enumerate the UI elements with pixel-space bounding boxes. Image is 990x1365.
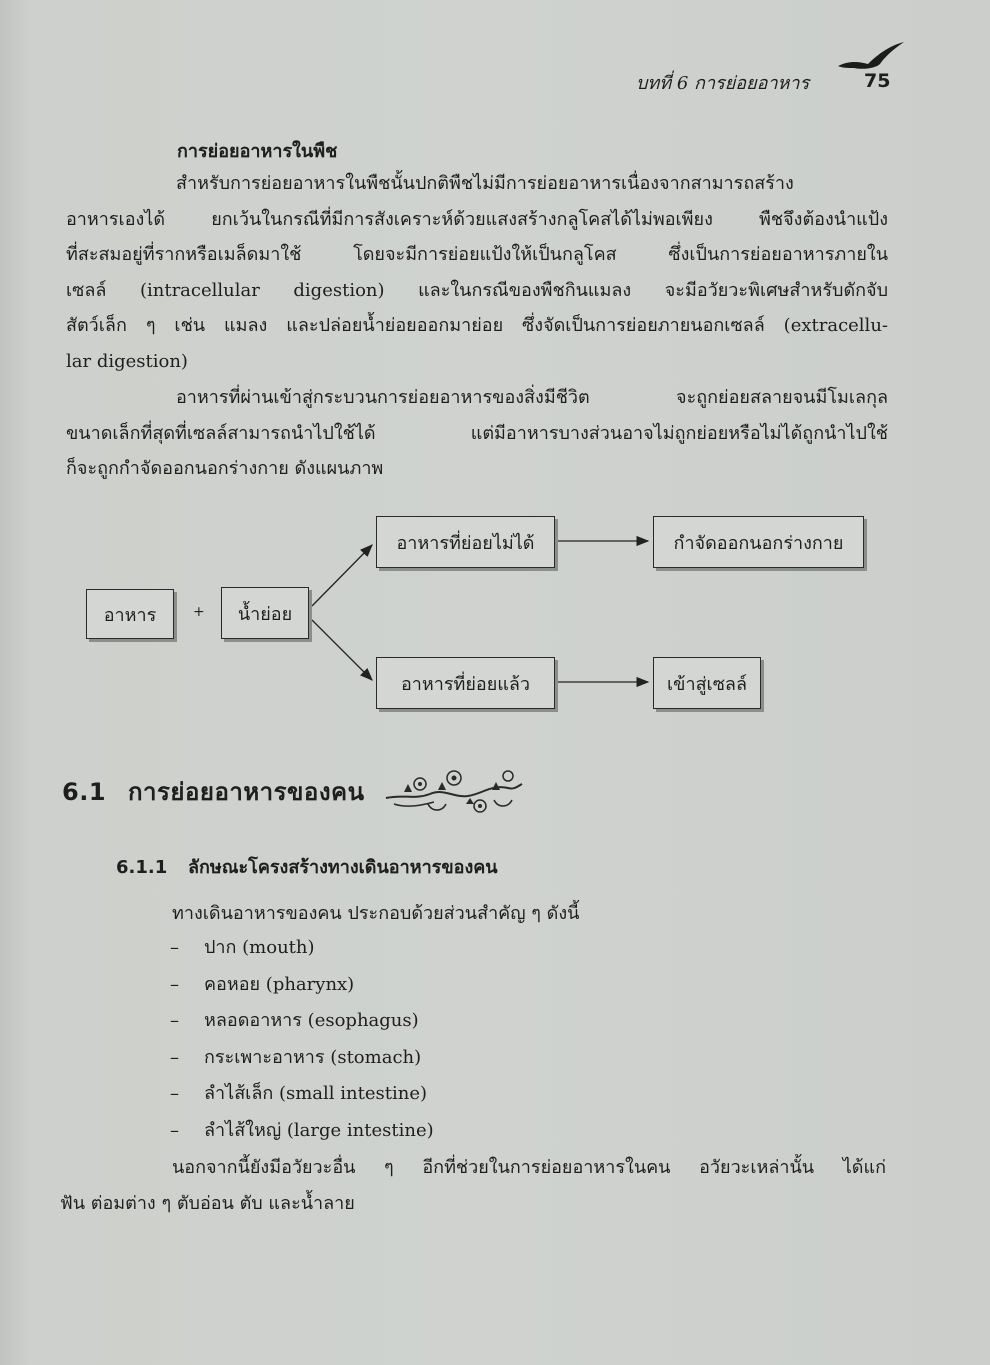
list-item-text: ลำไส้เล็ก (small intestine) — [204, 1083, 428, 1105]
text-line: ที่สะสมอยู่ที่รากหรือเมล็ดมาใช้ โดยจะมีการย่อยแป้งให้เป็นกลูโคส ซึ่งเป็นการย่อยอาหารภายใน — [66, 244, 888, 266]
arrow-to-digested — [312, 620, 372, 680]
list-item-text: ปาก (mouth) — [204, 937, 315, 958]
digestive-organ-list — [170, 932, 434, 1152]
plus-sign: + — [193, 604, 205, 620]
text-line: lar digestion) — [66, 350, 188, 372]
subsection-number: 6.1.1 — [116, 857, 168, 878]
box-excreted: กำจัดออกนอกร่างกาย — [653, 516, 864, 568]
section-number: 6.1 — [62, 778, 107, 806]
arrow-to-undigested — [312, 545, 372, 606]
floral-ornament-icon — [384, 764, 524, 816]
subsection-heading — [116, 852, 498, 881]
list-dash: – — [170, 1083, 179, 1105]
text-line: ขนาดเล็กที่สุดที่เซลล์สามารถนำไปใช้ได้ แต่มีอาหารบางส่วนอาจไม่ถูกย่อยหรือไม่ได้ถูกนำไปใช้ — [66, 422, 888, 444]
list-item-text: หลอดอาหาร (esophagus) — [204, 1010, 419, 1032]
text-line: ฟัน ต่อมต่าง ๆ ตับอ่อน ตับ และน้ำลาย — [60, 1193, 355, 1214]
list-dash: – — [170, 937, 179, 958]
list-dash: – — [170, 1119, 179, 1141]
running-title: บทที่ 6 การย่อยอาหาร — [636, 73, 810, 94]
text-line: เซลล์ (intracellular digestion) และในกรณีของพืชกินแมลง จะมีอวัยวะพิเศษสำหรับดักจับ — [66, 279, 888, 301]
text-line: นอกจากนี้ยังมีอวัยวะอื่น ๆ อีกที่ช่วยในการย่อยอาหารในคน อวัยวะเหล่านั้น ได้แก่ — [172, 1157, 886, 1178]
box-digested-food: อาหารที่ย่อยแล้ว — [376, 657, 555, 709]
box-food: อาหาร — [86, 589, 174, 639]
list-dash: – — [170, 1010, 179, 1032]
text-line: ก็จะถูกกำจัดออกนอกร่างกาย ดังแผนภาพ — [66, 458, 384, 480]
section-title: การย่อยอาหารของคน — [128, 778, 365, 806]
list-item — [170, 1078, 434, 1115]
list-item-text: ลำไส้ใหญ่ (large intestine) — [204, 1119, 434, 1141]
plant-digestion-heading: การย่อยอาหารในพืช — [177, 141, 338, 162]
page-number: 75 — [864, 70, 891, 92]
list-item — [170, 932, 434, 969]
list-item-text: กระเพาะอาหาร (stomach) — [204, 1046, 422, 1068]
box-undigested-food: อาหารที่ย่อยไม่ได้ — [376, 516, 555, 568]
text-line: สัตว์เล็ก ๆ เช่น แมลง และปล่อยน้ำย่อยออกมาย่อย ซึ่งจัดเป็นการย่อยภายนอกเซลล์ (extracellu- — [66, 315, 888, 337]
list-dash: – — [170, 973, 179, 995]
list-item — [170, 969, 434, 1006]
text-line: สำหรับการย่อยอาหารในพืชนั้นปกติพืชไม่มีการย่อยอาหารเนื่องจากสามารถสร้าง — [176, 173, 794, 194]
list-dash: – — [170, 1046, 179, 1068]
box-enzyme: น้ำย่อย — [221, 587, 309, 639]
subsection-title: ลักษณะโครงสร้างทางเดินอาหารของคน — [188, 857, 498, 878]
list-item — [170, 1115, 434, 1152]
list-item — [170, 1005, 434, 1042]
box-into-cell: เข้าสู่เซลล์ — [653, 657, 761, 709]
text-line: อาหารเองได้ ยกเว้นในกรณีที่มีการสังเคราะห์ด้วยแสงสร้างกลูโคสได้ไม่พอเพียง พืชจึงต้องนำแป้ง — [66, 208, 888, 230]
section-heading — [62, 772, 365, 811]
text-line: อาหารที่ผ่านเข้าสู่กระบวนการย่อยอาหารของสิ่งมีชีวิต จะถูกย่อยสลายจนมีโมเลกุล — [176, 387, 888, 408]
list-item — [170, 1042, 434, 1079]
list-item-text: คอหอย (pharynx) — [204, 973, 355, 995]
digestive-tract-intro: ทางเดินอาหารของคน ประกอบด้วยส่วนสำคัญ ๆ ดังนี้ — [172, 903, 580, 924]
other-organs-paragraph — [60, 1150, 886, 1222]
